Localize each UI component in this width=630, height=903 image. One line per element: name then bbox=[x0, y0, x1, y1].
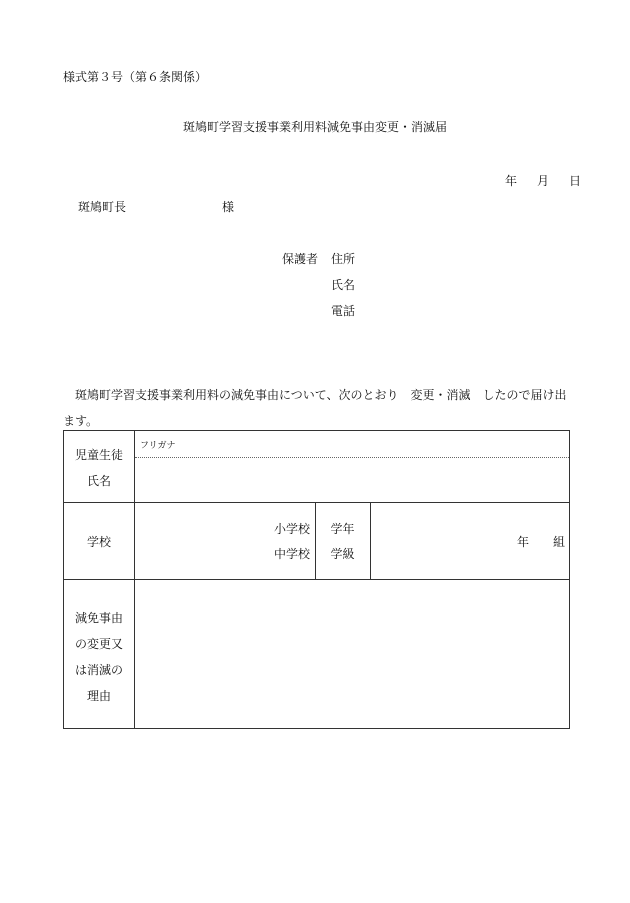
grade-unit-label: 年 bbox=[517, 535, 530, 549]
notification-statement bbox=[63, 382, 568, 434]
reason-label-line-2: の変更又 bbox=[74, 637, 123, 651]
guardian-name-label: 氏名 bbox=[331, 278, 356, 292]
student-name-field[interactable] bbox=[135, 458, 569, 502]
reason-label-line-4: 理由 bbox=[86, 689, 111, 703]
furigana-label: フリガナ bbox=[140, 441, 176, 451]
class-unit-label: 組 bbox=[553, 535, 566, 549]
statement-suffix: したので届け出ます。 bbox=[63, 388, 567, 428]
column-divider bbox=[315, 502, 316, 579]
reason-label-line-1: 減免事由 bbox=[74, 611, 123, 625]
elementary-school-label: 小学校 bbox=[274, 522, 311, 536]
school-name-field[interactable] bbox=[135, 503, 315, 579]
document-title: 斑鳩町学習支援事業利用料減免事由変更・消滅届 bbox=[182, 120, 447, 134]
addressee-name: 斑鳩町長 bbox=[78, 200, 127, 214]
addressee-honorific: 様 bbox=[222, 200, 235, 214]
notification-form-table bbox=[63, 430, 570, 729]
junior-high-school-label: 中学校 bbox=[274, 547, 311, 561]
guardian-address-label: 住所 bbox=[331, 252, 356, 266]
student-name-label: 氏名 bbox=[86, 474, 111, 488]
statement-prefix: 斑鳩町学習支援事業利用料の減免事由について、次のとおり bbox=[75, 388, 399, 402]
guardian-phone-label: 電話 bbox=[331, 304, 356, 318]
date-month-label: 月 bbox=[537, 174, 550, 188]
reason-label-line-3: は消滅の bbox=[74, 663, 123, 677]
date-year-label: 年 bbox=[505, 174, 518, 188]
guardian-label: 保護者 bbox=[282, 252, 319, 266]
form-number: 様式第３号（第６条関係） bbox=[63, 70, 208, 84]
grade-class-field[interactable] bbox=[371, 503, 569, 579]
date-line bbox=[505, 172, 581, 189]
grade-label: 学年 bbox=[330, 522, 355, 536]
reason-field[interactable] bbox=[135, 580, 569, 728]
date-day-label: 日 bbox=[569, 174, 582, 188]
class-label: 学級 bbox=[330, 547, 355, 561]
student-label: 児童生徒 bbox=[74, 448, 123, 462]
school-label: 学校 bbox=[86, 535, 111, 549]
statement-option: 変更・消滅 bbox=[410, 388, 471, 402]
